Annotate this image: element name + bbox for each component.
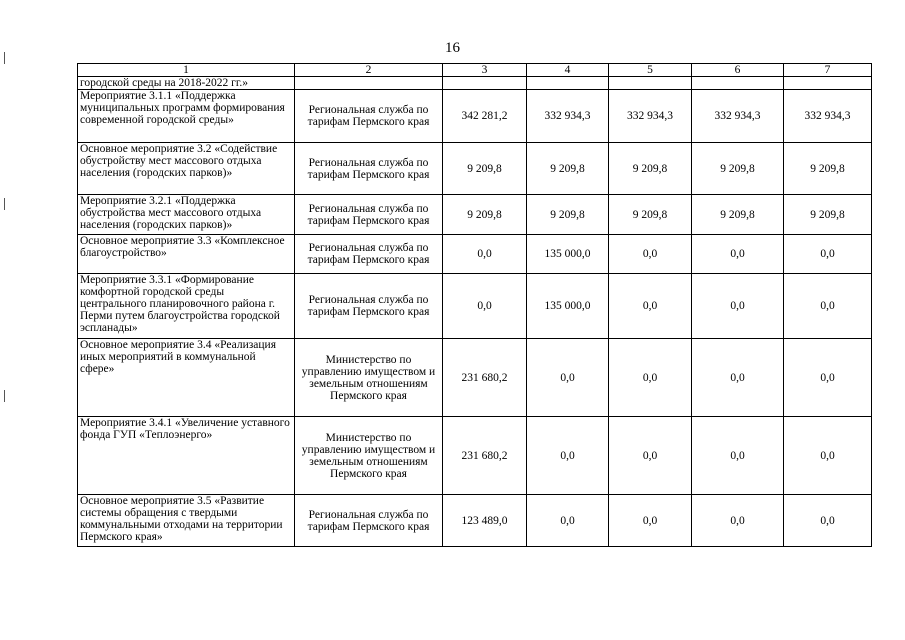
column-header: 7: [784, 64, 872, 77]
program-name-cell: Мероприятие 3.3.1 «Формирование комфортной городской среды центрального планировочного района г. Перми путем благоустройства городской эспланады»: [78, 274, 295, 339]
executor-cell: Министерство по управлению имуществом и земельным отношениям Пермского края: [295, 339, 443, 417]
executor-cell: Региональная служба по тарифам Пермского края: [295, 274, 443, 339]
margin-mark: [4, 390, 5, 402]
value-cell: 9 209,8: [527, 143, 609, 195]
value-cell: 0,0: [527, 495, 609, 547]
margin-mark: [4, 198, 5, 210]
value-cell: 0,0: [692, 417, 784, 495]
value-cell: 9 209,8: [784, 195, 872, 235]
value-cell: 231 680,2: [443, 417, 527, 495]
table-row: [78, 417, 872, 495]
value-cell: 332 934,3: [609, 90, 692, 143]
value-cell: 0,0: [784, 274, 872, 339]
executor-cell: Региональная служба по тарифам Пермского края: [295, 495, 443, 547]
value-cell: 9 209,8: [692, 195, 784, 235]
value-cell: 0,0: [784, 417, 872, 495]
column-header: 6: [692, 64, 784, 77]
value-cell: 0,0: [609, 339, 692, 417]
column-header: 4: [527, 64, 609, 77]
table-row: [78, 77, 872, 90]
program-name-cell: Основное мероприятие 3.3 «Комплексное благоустройство»: [78, 235, 295, 274]
value-cell: 135 000,0: [527, 235, 609, 274]
program-name-cell: Основное мероприятие 3.2 «Содействие обустройству мест массового отдыха населения (городских парков)»: [78, 143, 295, 195]
value-cell: 9 209,8: [609, 195, 692, 235]
table-row: [78, 143, 872, 195]
column-header: 1: [78, 64, 295, 77]
table-row: [78, 235, 872, 274]
value-cell: 332 934,3: [527, 90, 609, 143]
program-name-cell: Мероприятие 3.1.1 «Поддержка муниципальных программ формирования современной городской среды»: [78, 90, 295, 143]
table-row: [78, 339, 872, 417]
margin-mark: [4, 52, 5, 64]
value-cell: 231 680,2: [443, 339, 527, 417]
table-row: [78, 195, 872, 235]
executor-cell: Региональная служба по тарифам Пермского края: [295, 195, 443, 235]
column-header: 3: [443, 64, 527, 77]
budget-table: [77, 63, 872, 547]
value-cell: 0,0: [609, 235, 692, 274]
value-cell: [609, 77, 692, 90]
value-cell: 0,0: [784, 495, 872, 547]
value-cell: 9 209,8: [527, 195, 609, 235]
value-cell: 342 281,2: [443, 90, 527, 143]
value-cell: 9 209,8: [784, 143, 872, 195]
value-cell: [784, 77, 872, 90]
value-cell: [443, 77, 527, 90]
value-cell: 0,0: [692, 235, 784, 274]
program-name-cell: Основное мероприятие 3.4 «Реализация иных мероприятий в коммунальной сфере»: [78, 339, 295, 417]
table-row: [78, 274, 872, 339]
value-cell: 0,0: [692, 339, 784, 417]
value-cell: 0,0: [527, 339, 609, 417]
program-name-cell: Мероприятие 3.4.1 «Увеличение уставного фонда ГУП «Теплоэнерго»: [78, 417, 295, 495]
page-number: 16: [445, 40, 460, 56]
table-row: [78, 495, 872, 547]
value-cell: 0,0: [692, 274, 784, 339]
executor-cell: [295, 77, 443, 90]
value-cell: [692, 77, 784, 90]
table-row: [78, 90, 872, 143]
value-cell: 0,0: [609, 417, 692, 495]
value-cell: 9 209,8: [443, 143, 527, 195]
value-cell: 332 934,3: [692, 90, 784, 143]
value-cell: 0,0: [527, 417, 609, 495]
value-cell: 0,0: [692, 495, 784, 547]
header-row: [78, 64, 872, 77]
column-header: 2: [295, 64, 443, 77]
executor-cell: Министерство по управлению имуществом и земельным отношениям Пермского края: [295, 417, 443, 495]
executor-cell: Региональная служба по тарифам Пермского края: [295, 90, 443, 143]
value-cell: 332 934,3: [784, 90, 872, 143]
value-cell: 9 209,8: [692, 143, 784, 195]
executor-cell: Региональная служба по тарифам Пермского края: [295, 143, 443, 195]
value-cell: 0,0: [609, 274, 692, 339]
value-cell: [527, 77, 609, 90]
value-cell: 9 209,8: [609, 143, 692, 195]
program-name-cell: Основное мероприятие 3.5 «Развитие системы обращения с твердыми коммунальными отходами на территории Пермского края»: [78, 495, 295, 547]
value-cell: 0,0: [784, 235, 872, 274]
value-cell: 9 209,8: [443, 195, 527, 235]
value-cell: 0,0: [609, 495, 692, 547]
program-name-cell: Мероприятие 3.2.1 «Поддержка обустройства мест массового отдыха населения (городских парков)»: [78, 195, 295, 235]
value-cell: 0,0: [784, 339, 872, 417]
column-header: 5: [609, 64, 692, 77]
value-cell: 0,0: [443, 235, 527, 274]
value-cell: 123 489,0: [443, 495, 527, 547]
program-name-cell: городской среды на 2018-2022 гг.»: [78, 77, 295, 90]
value-cell: 135 000,0: [527, 274, 609, 339]
executor-cell: Региональная служба по тарифам Пермского края: [295, 235, 443, 274]
value-cell: 0,0: [443, 274, 527, 339]
